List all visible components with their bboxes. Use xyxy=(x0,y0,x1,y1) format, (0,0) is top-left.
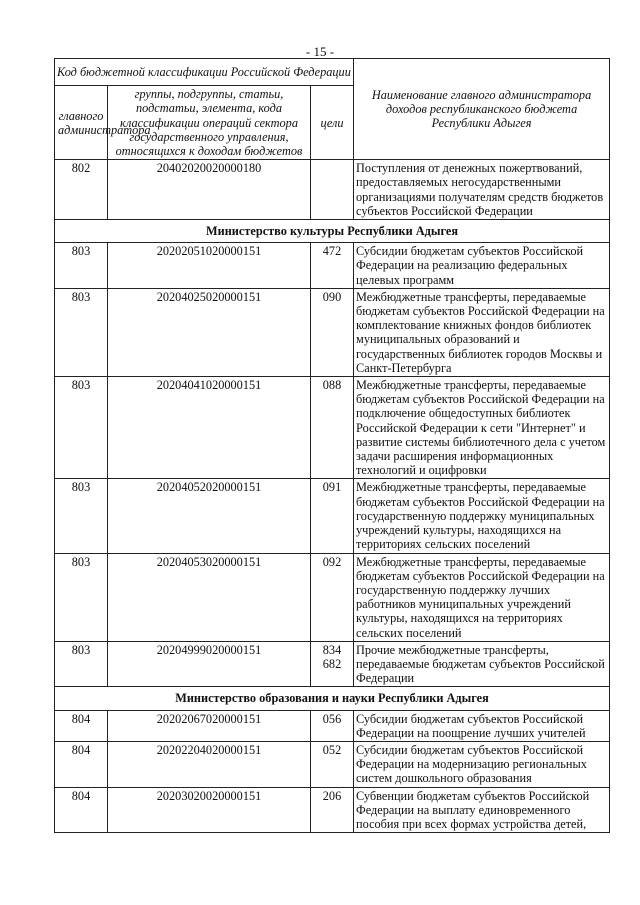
classification-code: 20203020020000151 xyxy=(108,787,311,833)
administrator-name: Субсидии бюджетам субъектов Российской Федерации на поощрение лучших учителей xyxy=(354,710,610,741)
purpose-code: 091 xyxy=(311,479,354,553)
classification-code: 20204053020000151 xyxy=(108,553,311,641)
administrator-name: Поступления от денежных пожертвований, предоставляемых негосударственными организациями получателям средств бюджетов субъектов Российской Федерации xyxy=(354,160,610,220)
table-row xyxy=(55,553,610,641)
purpose-code: 834 682 xyxy=(311,641,354,687)
header-code-group: Код бюджетной классификации Российской Федерации xyxy=(55,59,354,86)
table-row xyxy=(55,479,610,553)
administrator-name: Межбюджетные трансферты, передаваемые бюджетам субъектов Российской Федерации на комплектование книжных фондов библиотек муниципальных образований и государственных библиотек городов Москвы и Санкт-Петербурга xyxy=(354,288,610,376)
ministry-title: Министерство культуры Республики Адыгея xyxy=(55,220,610,243)
header-admin-col: главного администратора xyxy=(55,86,108,160)
purpose-code: 092 xyxy=(311,553,354,641)
admin-code: 802 xyxy=(55,160,108,220)
ministry-row xyxy=(55,220,610,243)
admin-code: 804 xyxy=(55,741,108,787)
admin-code: 803 xyxy=(55,479,108,553)
purpose-code: 472 xyxy=(311,243,354,289)
classification-code: 20202204020000151 xyxy=(108,741,311,787)
classification-code: 20402020020000180 xyxy=(108,160,311,220)
page-number: - 15 - xyxy=(305,44,335,59)
purpose-code: 056 xyxy=(311,710,354,741)
classification-code: 20204999020000151 xyxy=(108,641,311,687)
admin-code: 803 xyxy=(55,243,108,289)
purpose-code xyxy=(311,160,354,220)
administrator-name: Субвенции бюджетам субъектов Российской Федерации на выплату единовременного пособия при всех формах устройства детей, xyxy=(354,787,610,833)
header-purpose-col: цели xyxy=(311,86,354,160)
admin-code: 803 xyxy=(55,288,108,376)
admin-code: 803 xyxy=(55,377,108,479)
classification-code: 20204041020000151 xyxy=(108,377,311,479)
purpose-code: 088 xyxy=(311,377,354,479)
table-row xyxy=(55,243,610,289)
table-row xyxy=(55,288,610,376)
administrator-name: Прочие межбюджетные трансферты, передаваемые бюджетам субъектов Российской Федерации xyxy=(354,641,610,687)
header-name-col: Наименование главного администратора доходов республиканского бюджета Республики Адыгея xyxy=(354,59,610,160)
administrator-name: Межбюджетные трансферты, передаваемые бюджетам субъектов Российской Федерации на государственную поддержку лучших работников муниципальных учреждений культуры, находящихся на территориях сельских поселений xyxy=(354,553,610,641)
table-row xyxy=(55,377,610,479)
administrator-name: Межбюджетные трансферты, передаваемые бюджетам субъектов Российской Федерации на государственную поддержку муниципальных учреждений культуры, находящихся на территориях сельских поселений xyxy=(354,479,610,553)
table-row xyxy=(55,741,610,787)
header-row-top xyxy=(55,59,610,86)
admin-code: 803 xyxy=(55,553,108,641)
purpose-code: 052 xyxy=(311,741,354,787)
purpose-code: 206 xyxy=(311,787,354,833)
admin-code: 804 xyxy=(55,710,108,741)
admin-code: 803 xyxy=(55,641,108,687)
budget-classification-table xyxy=(54,58,610,833)
header-classification-col: группы, подгруппы, статьи, подстатьи, элемента, кода классификации операций сектора государственного управления, относящихся к доходам бюджетов xyxy=(108,86,311,160)
ministry-row xyxy=(55,687,610,710)
purpose-code: 090 xyxy=(311,288,354,376)
admin-code: 804 xyxy=(55,787,108,833)
table-row xyxy=(55,160,610,220)
table-row xyxy=(55,641,610,687)
classification-code: 20204025020000151 xyxy=(108,288,311,376)
classification-code: 20204052020000151 xyxy=(108,479,311,553)
administrator-name: Субсидии бюджетам субъектов Российской Федерации на модернизацию региональных систем дошкольного образования xyxy=(354,741,610,787)
administrator-name: Межбюджетные трансферты, передаваемые бюджетам субъектов Российской Федерации на подключение общедоступных библиотек Российской Федерации к сети "Интернет" и развитие системы библиотечного дела с учетом задачи расширения информационных технологий и оцифровки xyxy=(354,377,610,479)
table-row xyxy=(55,787,610,833)
administrator-name: Субсидии бюджетам субъектов Российской Федерации на реализацию федеральных целевых программ xyxy=(354,243,610,289)
classification-code: 20202051020000151 xyxy=(108,243,311,289)
table-row xyxy=(55,710,610,741)
ministry-title: Министерство образования и науки Республики Адыгея xyxy=(55,687,610,710)
classification-code: 20202067020000151 xyxy=(108,710,311,741)
